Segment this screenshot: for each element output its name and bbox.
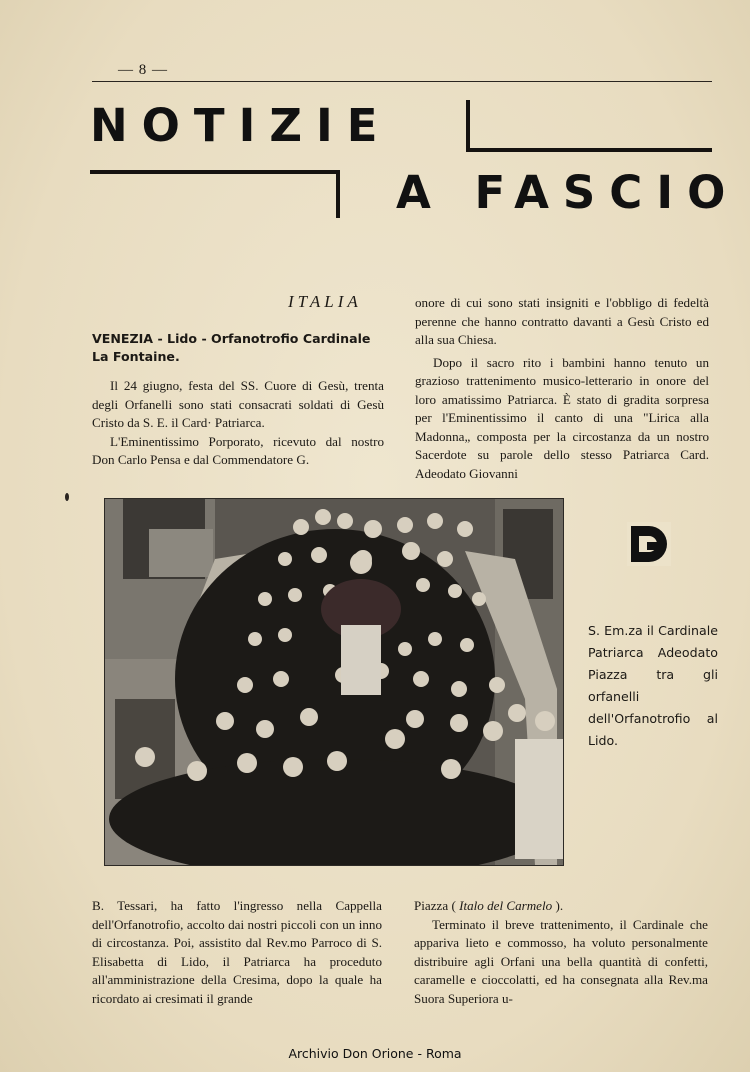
signature-tail: ). xyxy=(552,898,564,913)
article-column-4 xyxy=(414,897,708,1008)
signature-lead: Piazza ( xyxy=(414,898,460,913)
photo-caption: S. Em.za il Cardinale Patriarca Adeodato Piazza tra gli orfanelli dell'Orfanotrofio al Lido. xyxy=(588,623,718,748)
article-paragraph: Il 24 giugno, festa del SS. Cuore di Gesù, trenta degli Orfanelli sono stati consacrati soldati di Gesù Cristo da S. E. il Card· Patriarca. xyxy=(92,378,384,430)
headline-rule-vertical-right xyxy=(466,100,470,150)
section-title-italia: ITALIA xyxy=(288,292,362,311)
headline-rule-vertical-left xyxy=(336,170,340,218)
archive-footer: Archivio Don Orione - Roma xyxy=(288,1046,462,1061)
article-paragraph: Terminato il breve trattenimento, il Cardinale che appariva lieto e commosso, ha voluto personalmente distribuire agli Orfani una bella quantità di confetti, caramelle e cioccolatti, ed ha consegnata alla Rev.ma Suora Superiora u- xyxy=(414,916,708,1006)
headline-notizie: NOTIZIE xyxy=(90,99,392,152)
don-orione-logo-icon xyxy=(627,522,671,566)
article-paragraph: onore di cui sono stati insigniti e l'obbligo di fedeltà perenne che hanno contratto davanti a Gesù Cristo ed alla sua Chiesa. xyxy=(415,295,709,347)
group-photo-illustration xyxy=(105,499,563,865)
top-rule xyxy=(92,81,712,82)
article-column-1 xyxy=(92,377,384,470)
article-subhead: VENEZIA - Lido - Orfanotrofio Cardinale La Fontaine. xyxy=(92,331,371,364)
page-number: — 8 — xyxy=(118,62,168,78)
headline-a-fascio: A FASCIO xyxy=(396,166,740,219)
article-paragraph: B. Tessari, ha fatto l'ingresso nella Cappella dell'Orfanotrofio, accolto dai nostri piccoli con un inno di circostanza. Poi, assistito dal Rev.mo Parroco di S. Elisabetta di Lido, il Patriarca ha proceduto all'amministrazione della Cresima, dopo la quale ha ricordato ai cresimati il grande xyxy=(92,898,382,1006)
article-column-2 xyxy=(415,294,709,483)
headline-rule-horizontal-left xyxy=(90,170,340,174)
ink-spot xyxy=(65,493,69,501)
group-photo xyxy=(104,498,564,866)
article-paragraph-signature xyxy=(414,897,708,916)
headline-rule-horizontal-right xyxy=(466,148,712,152)
signature-italic: Italo del Carmelo xyxy=(459,898,553,913)
article-column-3 xyxy=(92,897,382,1008)
article-paragraph: L'Eminentissimo Porporato, ricevuto dal nostro Don Carlo Pensa e dal Commendatore G. xyxy=(92,433,384,467)
article-paragraph: Dopo il sacro rito i bambini hanno tenuto un grazioso trattenimento musico-letterario in onore del loro amatissimo Patriarca. È stato di gradita sorpresa per l'Eminentissimo il canto di una "Lirica alla Madonna„ composta per la circostanza da un nostro Sacerdote su parole dello stesso Patriarca Card. Adeodato Giovanni xyxy=(415,354,709,481)
